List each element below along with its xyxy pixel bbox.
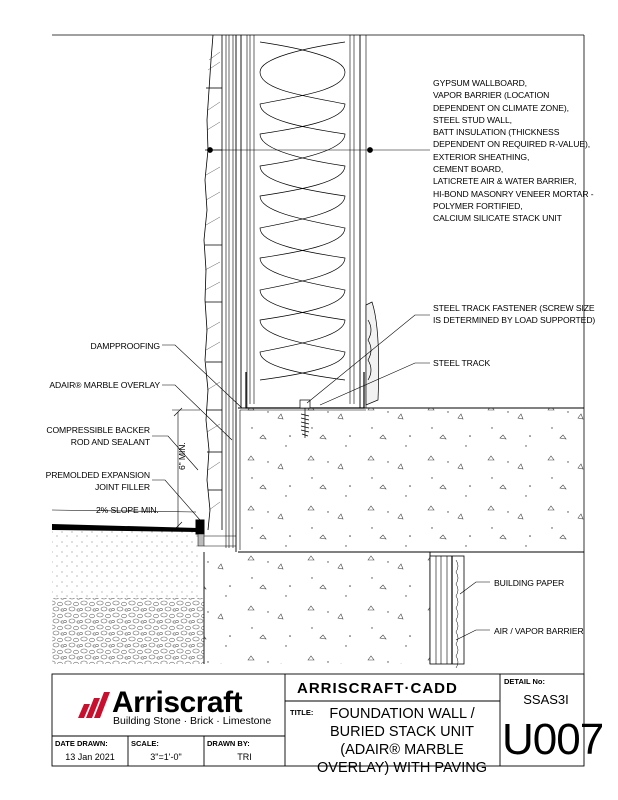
wall-assembly-line: CEMENT BOARD, [433,164,504,175]
date-value: 13 Jan 2021 [65,752,115,762]
backer-rod-line: COMPRESSIBLE BACKER [46,425,150,435]
batt-insulation [260,42,345,380]
drawn-by-value: TRI [237,752,252,762]
wall-assembly-line: DEPENDENT ON REQUIRED R-VALUE), [433,139,591,150]
wall-assembly-line: DEPENDENT ON CLIMATE ZONE), [433,102,569,113]
scale-label: SCALE: [131,739,159,748]
wall-assembly-line: VAPOR BARRIER (LOCATION [433,90,550,101]
date-label: DATE DRAWN: [55,739,108,748]
grade-joint [196,520,236,546]
brand-label: ARRISCRAFT·CADD [297,680,458,697]
backer-rod-note [40,424,150,449]
marble-overlay-note: ADAIR® MARBLE OVERLAY [49,380,160,390]
wall-assembly-line: GYPSUM WALLBOARD, [433,78,527,88]
stone-veneer [204,35,222,530]
detail-no: SSAS3I [523,692,569,707]
scale-value: 3"=1'-0" [150,752,182,762]
wall-assembly-line: LATICRETE AIR & WATER BARRIER, [433,176,577,187]
steel-track-fastener-note [433,302,595,327]
detail-no-label: DETAIL No: [504,677,545,686]
slope-note: 2% SLOPE MIN. [96,505,159,515]
wall-assembly-line: HI-BOND MASONRY VENEER MORTAR - [433,188,594,199]
dampproofing-note: DAMPPROOFING [90,341,160,351]
expansion-joint-line: PREMOLDED EXPANSION [45,470,150,480]
drawn-by-label: DRAWN BY: [207,739,250,748]
backer-rod-line: ROD AND SEALANT [70,437,150,448]
wall-assembly-line: BATT INSULATION (THICKNESS [433,127,560,138]
dimension-label: 6" MIN. [177,442,187,470]
gravel-base [52,598,204,664]
sand-bed [52,530,198,598]
wall-assembly-line: EXTERIOR SHEATHING, [433,151,530,162]
expansion-joint-line: JOINT FILLER [95,482,150,493]
air-vapor-barrier-note: AIR / VAPOR BARRIER [494,626,584,636]
wall-assembly-line: CALCIUM SILICATE STACK UNIT [433,213,562,224]
arriscraft-logo-icon [78,692,110,718]
drawing-title: FOUNDATION WALL / BURIED STACK UNIT (ADAIR® MARBLE OVERLAY) WITH PAVING [317,706,487,776]
wall-assembly-line: STEEL STUD WALL, [433,114,512,125]
fastener-line: STEEL TRACK FASTENER (SCREW SIZE [433,303,595,313]
building-paper-note: BUILDING PAPER [494,578,565,588]
logo-name: Arriscraft [112,686,243,719]
wall-assembly-note [433,77,594,225]
logo-tagline: Building Stone · Brick · Limestone [113,715,272,727]
title-label: TITLE: [290,708,314,717]
fastener-line: IS DETERMINED BY LOAD SUPPORTED) [433,315,596,326]
building-paper-detail [430,556,464,668]
wall-assembly-line: POLYMER FORTIFIED, [433,200,523,211]
steel-track-note: STEEL TRACK [433,358,491,368]
drawing-code: U007 [502,715,604,764]
expansion-joint-note [40,469,150,494]
